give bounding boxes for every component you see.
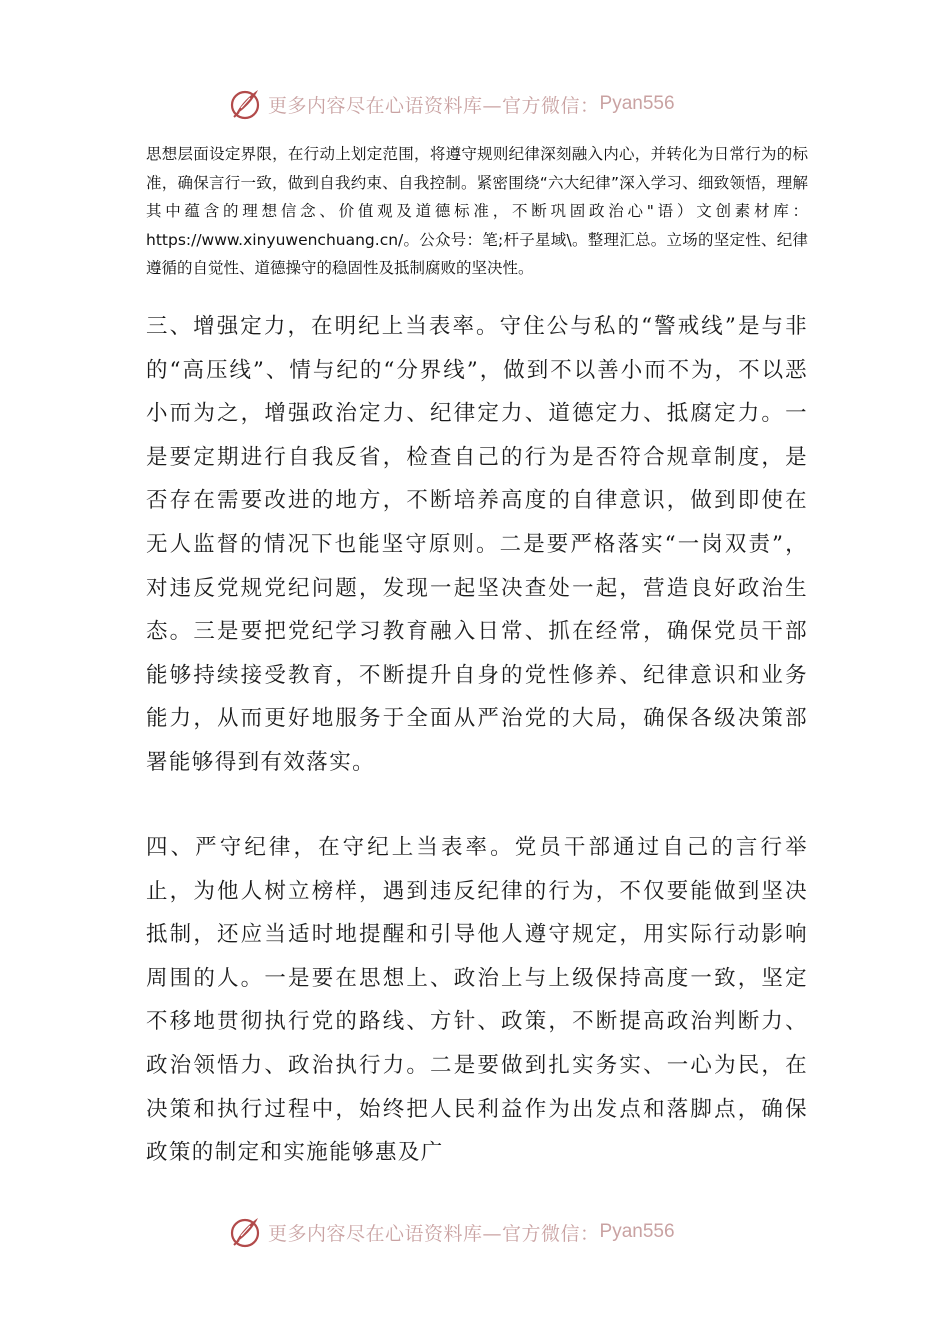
header-banner: [0, 84, 950, 124]
wechat-id: Pyan556: [599, 93, 675, 114]
quill-logo-icon: [228, 86, 264, 122]
banner-text: 更多内容尽在心语资料库—官方微信：: [268, 94, 600, 117]
section-3-paragraph: 三、增强定力，在明纪上当表率。守住公与私的“警戒线”是与非的“高压线”、情与纪的“分界线”，做到不以善小而不为，不以恶小而为之，增强政治定力、纪律定力、道德定力、抵腐定力。一是要定期进行自我反省，检查自己的行为是否符合规章制度，是否存在需要改进的地方，不断培养高度的自律意识，做到即使在无人监督的情况下也能坚守原则。二是要严格落实“一岗双责”，对违反党规党纪问题，发现一起坚决查处一起，营造良好政治生态。三是要把党纪学习教育融入日常、抓在经常，确保党员干部能够持续接受教育，不断提升自身的党性修养、纪律意识和业务能力，从而更好地服务于全面从严治党的大局，确保各级决策部署能够得到有效落实。: [146, 314, 808, 775]
banner-text: 更多内容尽在心语资料库—官方微信：: [268, 1222, 600, 1245]
intro-paragraph: 思想层面设定界限，在行动上划定范围，将遵守规则纪律深刻融入内心，并转化为日常行为的标准，确保言行一致，做到自我约束、自我控制。紧密围绕“六大纪律”深入学习、细致领悟，理解其中蕴含的理想信念、价值观及道德标准，不断巩固政治心"语）文创素材库：https://www.xinyuwenchuang.cn/。公众号：笔;杆子星域\。整理汇总。立场的坚定性、纪律遵循的自觉性、道德操守的稳固性及抵制腐败的坚决性。: [146, 145, 808, 277]
quill-logo-icon: [228, 1214, 264, 1250]
section-4-paragraph: 四、严守纪律，在守纪上当表率。党员干部通过自己的言行举止，为他人树立榜样，遇到违反纪律的行为，不仅要能做到坚决抵制，还应当适时地提醒和引导他人遵守规定，用实际行动影响周围的人。一是要在思想上、政治上与上级保持高度一致，坚定不移地贯彻执行党的路线、方针、政策，不断提高政治判断力、政治领悟力、政治执行力。二是要做到扎实务实、一心为民，在决策和执行过程中，始终把人民利益作为出发点和落脚点，确保政策的制定和实施能够惠及广: [146, 835, 808, 1166]
footer-banner: [0, 1212, 950, 1252]
wechat-id: Pyan556: [599, 1221, 675, 1242]
